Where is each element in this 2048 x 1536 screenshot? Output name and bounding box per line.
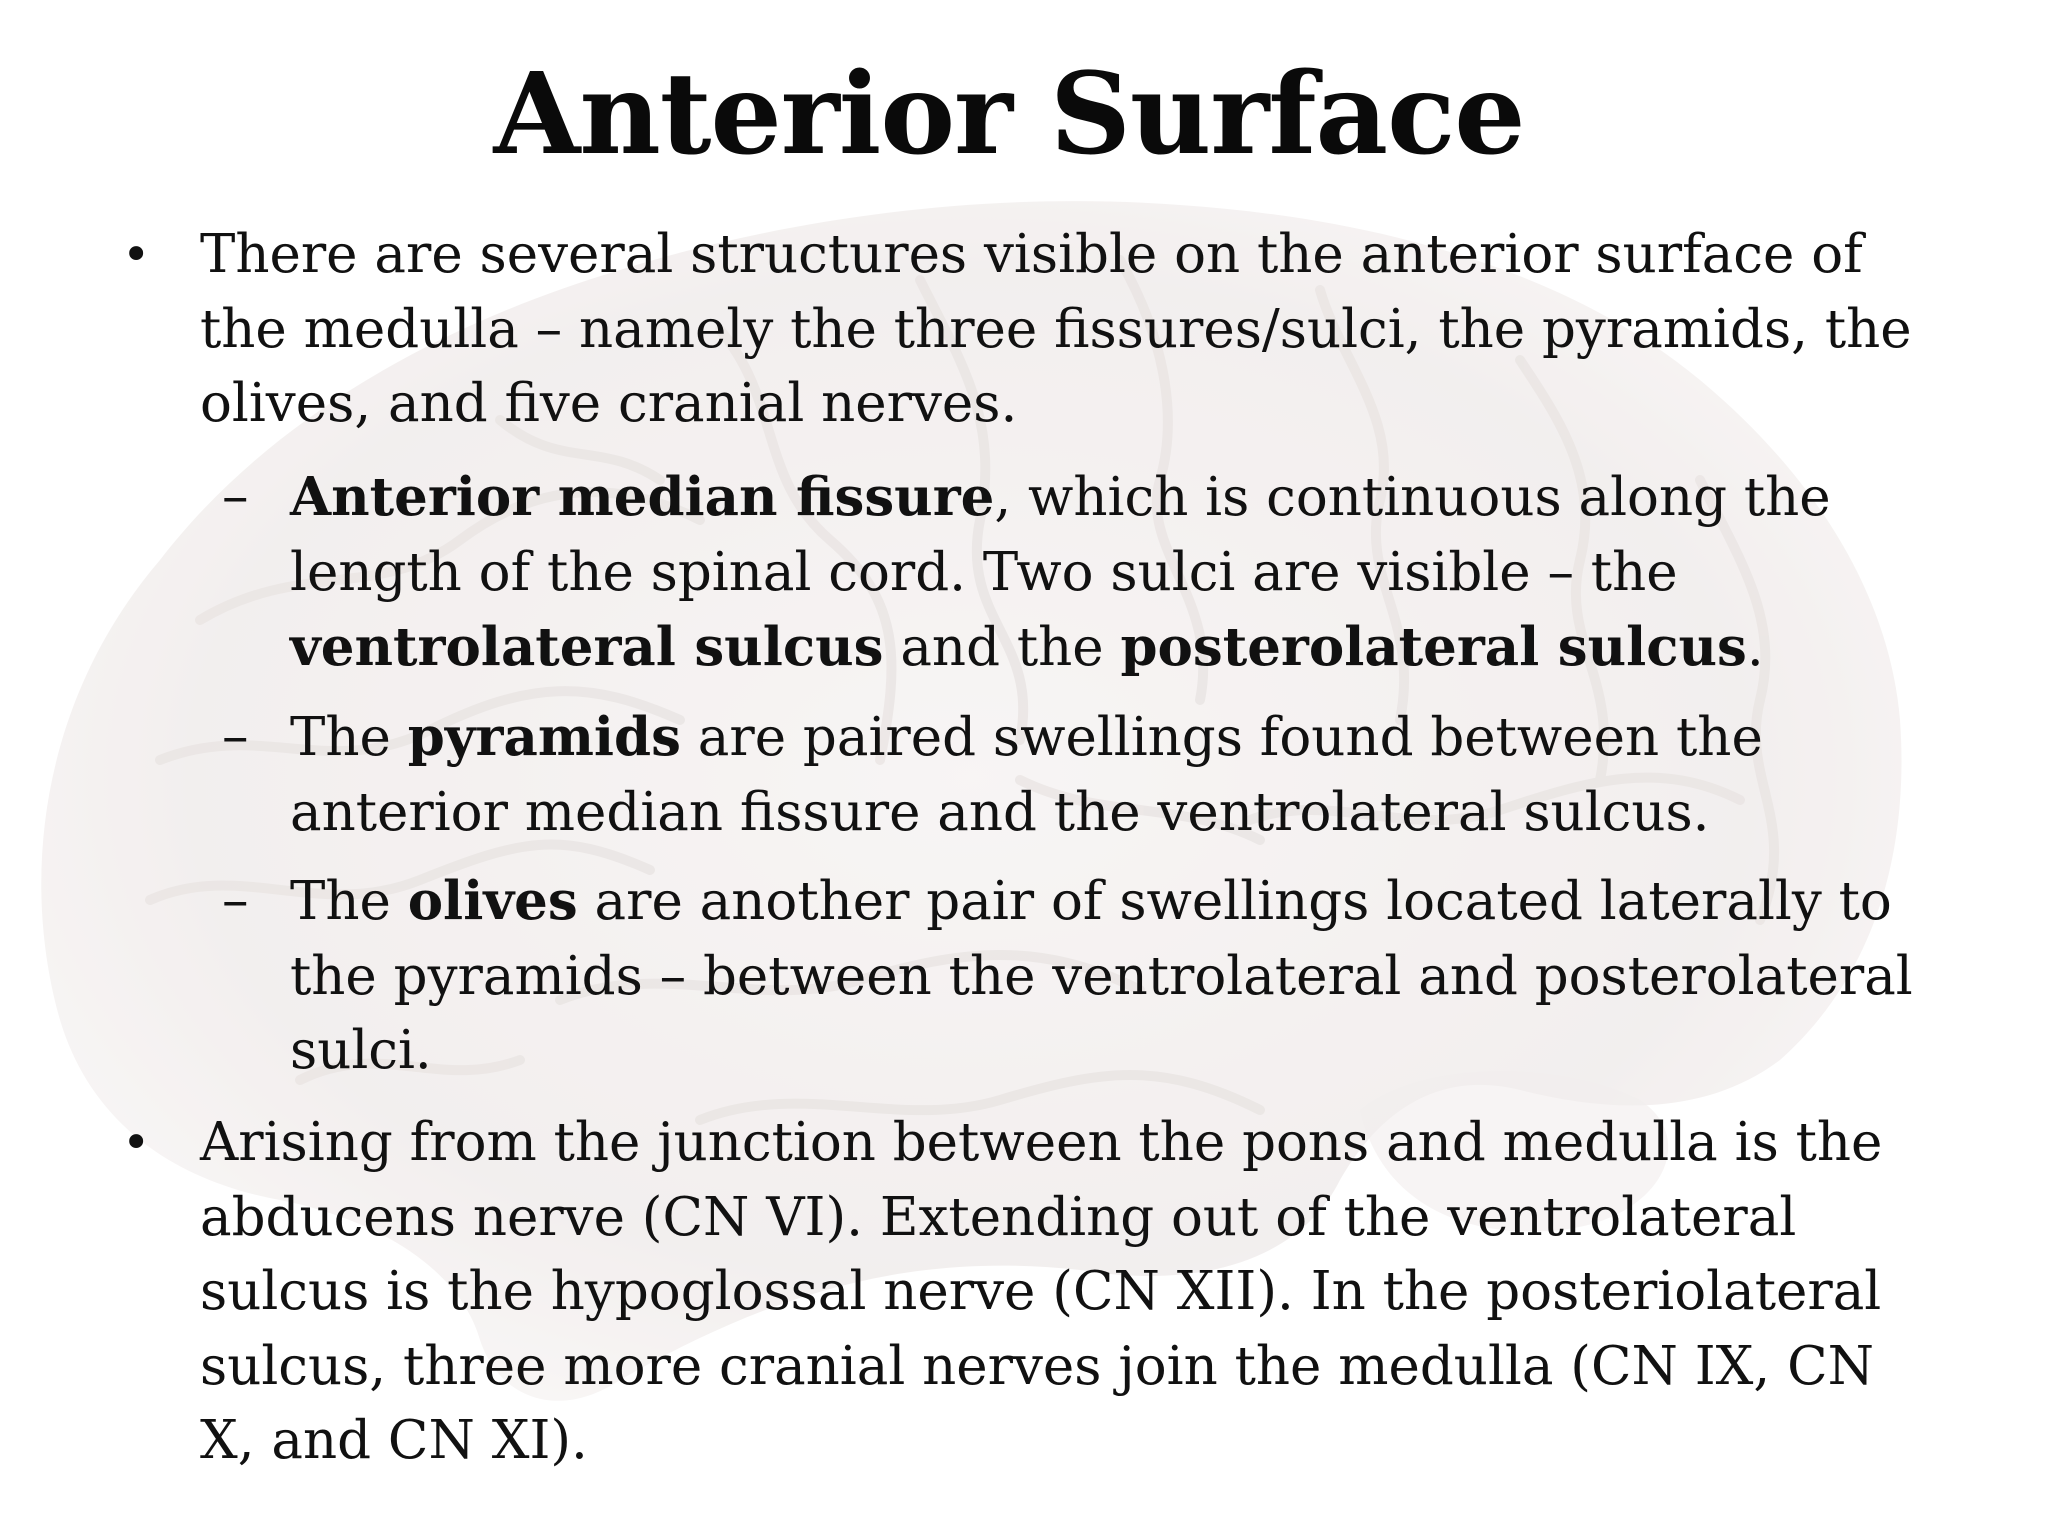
bullet-text: Arising from the junction between the pons and medulla is the abducens nerve (CN VI). Extending out of the ventrolateral sulcus is the hypoglossal nerve (CN XII). In the posteriolateral sulcus, three more cranial nerves join the medulla (CN IX, CN X, and CN XI). (200, 1112, 1883, 1471)
bullet-marker: • (122, 1115, 151, 1171)
sub-bullet-olives (222, 864, 1920, 1089)
bullet-item-structures (122, 218, 1920, 442)
sub-bullet-text: . (1746, 617, 1764, 678)
sub-bullet-fissures (222, 460, 1920, 686)
dash-marker: – (222, 706, 249, 767)
bullet-text: There are several structures visible on the anterior surface of the medulla – namely the three fissures/sulci, the pyramids, the olives, and five cranial nerves. (200, 224, 1912, 434)
sub-bullet-text: are another pair of swellings located laterally to the pyramids – between the ventrolateral and posterolateral sulci. (290, 871, 1913, 1081)
sub-bullet-text: are paired swellings found between the anterior median fissure and the ventrolateral sulcus. (290, 707, 1763, 843)
term-ventrolateral-sulcus: ventrolateral sulcus (290, 616, 884, 678)
sub-bullet-text: and the (883, 617, 1121, 678)
bullet-item-cranial-nerves (122, 1106, 1920, 1479)
dash-marker: – (222, 870, 249, 931)
sub-bullet-text: The (290, 707, 408, 768)
term-olives: olives (407, 870, 578, 932)
sub-bullet-text: , which is continuous along the length of the spinal cord. Two sulci are visible – the (290, 467, 1831, 603)
bullet-marker: • (122, 227, 151, 283)
term-posterolateral-sulcus: posterolateral sulcus (1120, 616, 1747, 678)
slide-title: Anterior Surface (493, 49, 1525, 180)
term-anterior-median-fissure: Anterior median fissure (290, 466, 995, 528)
term-pyramids: pyramids (407, 706, 681, 768)
sub-bullet-text: The (290, 871, 408, 932)
sub-bullet-pyramids (222, 700, 1920, 850)
dash-marker: – (222, 466, 249, 527)
